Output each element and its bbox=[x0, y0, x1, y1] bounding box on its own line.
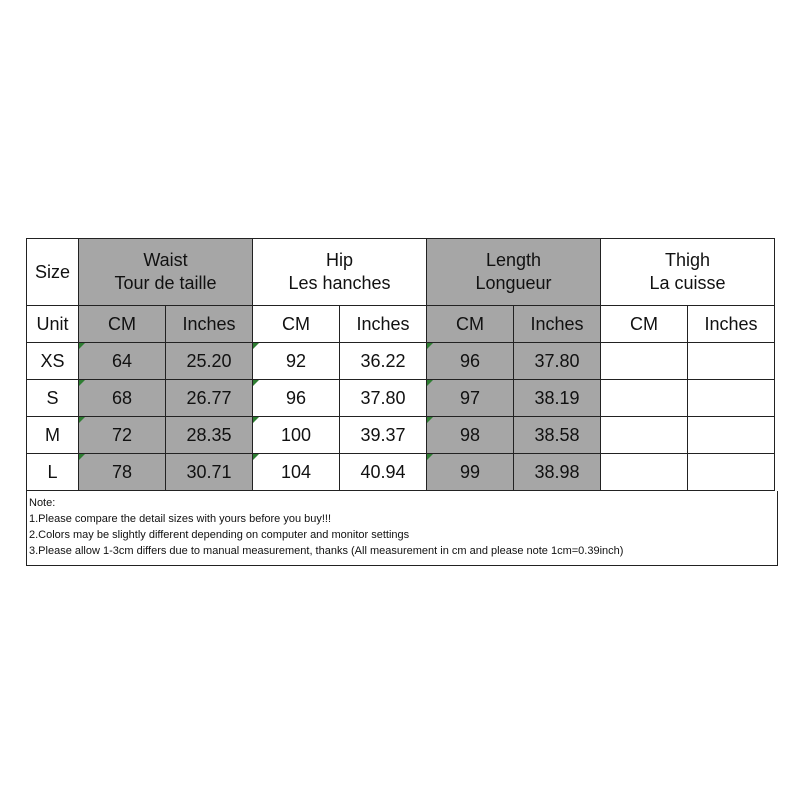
waist-cm-cell: 64 bbox=[79, 343, 166, 380]
length-title: Length bbox=[485, 250, 542, 270]
waist-inches-unit: Inches bbox=[166, 306, 253, 343]
waist-inches-cell: 26.77 bbox=[166, 380, 253, 417]
waist-inches-cell: 28.35 bbox=[166, 417, 253, 454]
note-line-3: 3.Please allow 1-3cm differs due to manual measurement, thanks (All measurement in cm and please note 1cm=0.39inch) bbox=[29, 545, 624, 557]
hip-cm-unit: CM bbox=[253, 306, 340, 343]
hip-cm-cell: 104 bbox=[253, 454, 340, 491]
waist-inches-cell: 30.71 bbox=[166, 454, 253, 491]
length-cm-cell: 98 bbox=[427, 417, 514, 454]
length-subtitle: Longueur bbox=[475, 273, 552, 293]
hip-cm-cell: 96 bbox=[253, 380, 340, 417]
waist-inches-cell: 25.20 bbox=[166, 343, 253, 380]
waist-cm-cell: 72 bbox=[79, 417, 166, 454]
thigh-cm-cell bbox=[601, 343, 688, 380]
hip-inches-cell: 40.94 bbox=[340, 454, 427, 491]
waist-cm-cell: 68 bbox=[79, 380, 166, 417]
waist-cm-unit: CM bbox=[79, 306, 166, 343]
hip-cm-cell: 92 bbox=[253, 343, 340, 380]
thigh-cm-cell bbox=[601, 417, 688, 454]
unit-label: Unit bbox=[27, 306, 79, 343]
hip-title: Hip bbox=[326, 250, 354, 270]
length-cm-unit: CM bbox=[427, 306, 514, 343]
waist-cm-cell: 78 bbox=[79, 454, 166, 491]
length-cm-cell: 99 bbox=[427, 454, 514, 491]
note-line-2: 2.Colors may be slightly different depending on computer and monitor settings bbox=[29, 529, 410, 541]
length-inches-unit: Inches bbox=[514, 306, 601, 343]
thigh-inches-unit: Inches bbox=[688, 306, 775, 343]
hip-subtitle: Les hanches bbox=[288, 273, 391, 293]
waist-header bbox=[79, 239, 253, 306]
hip-header bbox=[253, 239, 427, 306]
size-chart bbox=[26, 238, 774, 566]
thigh-inches-cell bbox=[688, 380, 775, 417]
thigh-inches-cell bbox=[688, 343, 775, 380]
length-cm-cell: 96 bbox=[427, 343, 514, 380]
size-cell: M bbox=[27, 417, 79, 454]
thigh-title: Thigh bbox=[665, 250, 711, 270]
size-cell: XS bbox=[27, 343, 79, 380]
size-cell: S bbox=[27, 380, 79, 417]
length-inches-cell: 37.80 bbox=[514, 343, 601, 380]
thigh-inches-cell bbox=[688, 417, 775, 454]
hip-cm-cell: 100 bbox=[253, 417, 340, 454]
thigh-inches-cell bbox=[688, 454, 775, 491]
thigh-cm-cell bbox=[601, 454, 688, 491]
length-header bbox=[427, 239, 601, 306]
length-inches-cell: 38.98 bbox=[514, 454, 601, 491]
thigh-subtitle: La cuisse bbox=[649, 273, 726, 293]
size-table bbox=[26, 238, 775, 491]
unit-row bbox=[27, 306, 775, 343]
notes-title: Note: bbox=[29, 497, 56, 509]
length-inches-cell: 38.19 bbox=[514, 380, 601, 417]
size-cell: L bbox=[27, 454, 79, 491]
size-row-m bbox=[27, 417, 775, 454]
length-cm-cell: 97 bbox=[427, 380, 514, 417]
size-header: Size bbox=[27, 239, 79, 306]
hip-inches-unit: Inches bbox=[340, 306, 427, 343]
notes-box bbox=[26, 491, 778, 566]
size-row-s bbox=[27, 380, 775, 417]
hip-inches-cell: 36.22 bbox=[340, 343, 427, 380]
note-line-1: 1.Please compare the detail sizes with yours before you buy!!! bbox=[29, 513, 332, 525]
thigh-cm-unit: CM bbox=[601, 306, 688, 343]
thigh-cm-cell bbox=[601, 380, 688, 417]
waist-subtitle: Tour de taille bbox=[114, 273, 217, 293]
header-row bbox=[27, 239, 775, 306]
size-row-l bbox=[27, 454, 775, 491]
hip-inches-cell: 39.37 bbox=[340, 417, 427, 454]
length-inches-cell: 38.58 bbox=[514, 417, 601, 454]
thigh-header bbox=[601, 239, 775, 306]
size-row-xs bbox=[27, 343, 775, 380]
waist-title: Waist bbox=[143, 250, 188, 270]
hip-inches-cell: 37.80 bbox=[340, 380, 427, 417]
